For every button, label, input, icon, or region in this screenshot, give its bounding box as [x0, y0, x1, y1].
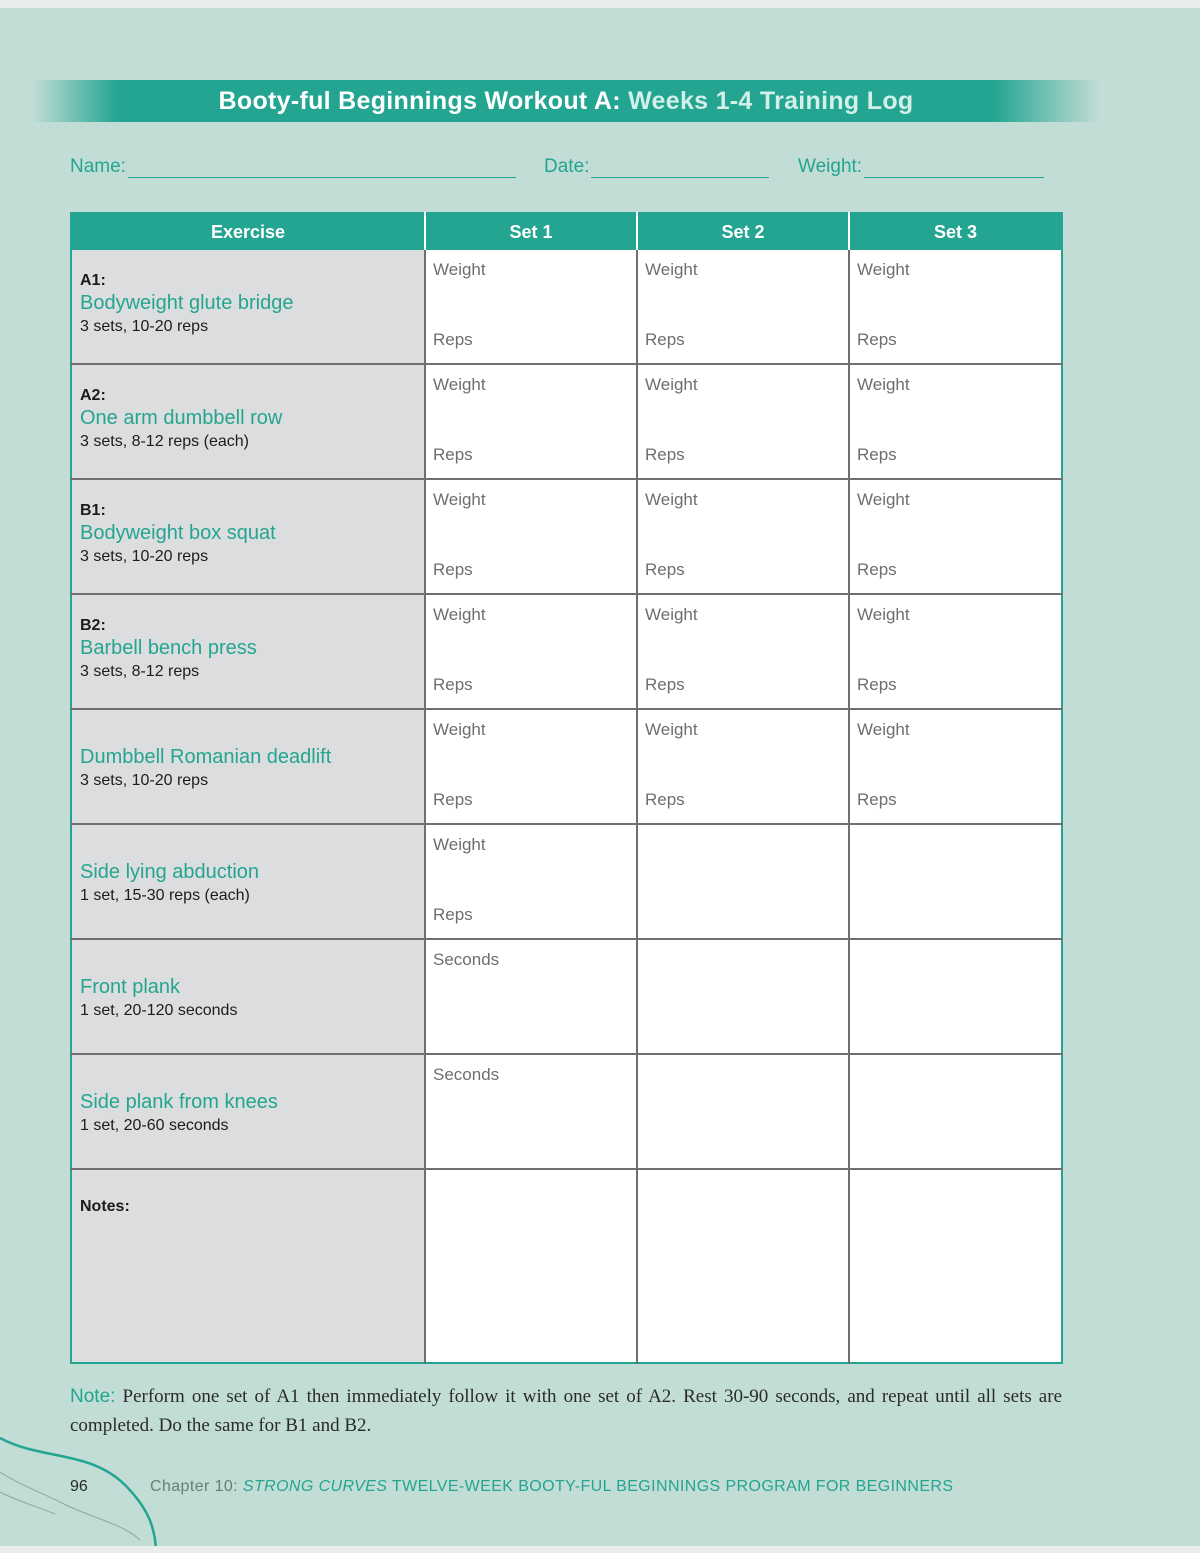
table-row	[71, 479, 1062, 594]
exercise-code: A2:	[80, 387, 106, 404]
weight-label: Weight	[645, 490, 698, 509]
exercise-name: Side lying abduction	[80, 861, 260, 883]
set-cell[interactable]	[637, 250, 849, 364]
weight-label: Weight	[433, 605, 486, 624]
exercise-prescription: 3 sets, 8-12 reps (each)	[80, 433, 249, 450]
set-cell[interactable]	[425, 250, 637, 364]
exercise-cell	[71, 594, 425, 709]
set-cell[interactable]	[637, 1054, 849, 1169]
reps-label: Reps	[645, 790, 685, 809]
weight-label: Weight	[857, 490, 910, 509]
reps-label: Reps	[857, 330, 897, 349]
reps-label: Reps	[645, 560, 685, 579]
exercise-name: Bodyweight glute bridge	[80, 292, 294, 314]
reps-label: Reps	[433, 905, 473, 924]
chapter-title: TWELVE-WEEK BOOTY-FUL BEGINNINGS PROGRAM FOR BEGINNERS	[391, 1478, 954, 1495]
set-cell[interactable]	[849, 250, 1062, 364]
footnote-label: Note:	[70, 1386, 116, 1407]
exercise-prescription: 1 set, 20-60 seconds	[80, 1117, 229, 1134]
reps-label: Reps	[645, 330, 685, 349]
exercise-code: B1:	[80, 502, 106, 519]
weight-label: Weight	[433, 720, 486, 739]
set-cell[interactable]	[849, 364, 1062, 479]
exercise-prescription: 3 sets, 10-20 reps	[80, 548, 209, 565]
page-bottom-edge	[0, 1546, 1200, 1553]
set-cell[interactable]	[849, 479, 1062, 594]
exercise-prescription: 3 sets, 8-12 reps	[80, 663, 200, 680]
exercise-cell	[71, 250, 425, 364]
exercise-cell	[71, 1054, 425, 1169]
seconds-label: Seconds	[433, 950, 500, 969]
chapter-running-footer	[150, 1478, 953, 1496]
exercise-cell	[71, 824, 425, 939]
exercise-code: B2:	[80, 617, 106, 634]
weight-label: Weight	[645, 720, 698, 739]
weight-label: Weight:	[798, 156, 863, 177]
reps-label: Reps	[433, 445, 473, 464]
name-label: Name:	[70, 156, 126, 177]
footnote-text: Perform one set of A1 then immediately follow it with one set of A2. Rest 30-90 seconds, and repeat until all sets are completed. Do the same for B1 and B2.	[70, 1386, 1063, 1436]
set-cell[interactable]	[425, 594, 637, 709]
set-cell[interactable]	[425, 364, 637, 479]
weight-label: Weight	[857, 605, 910, 624]
set-cell[interactable]	[637, 479, 849, 594]
set-cell[interactable]	[425, 939, 637, 1054]
weight-label: Weight	[433, 490, 486, 509]
exercise-cell	[71, 939, 425, 1054]
table-header-row	[71, 213, 1062, 250]
title-banner	[32, 80, 1100, 122]
notes-set-cell[interactable]	[425, 1169, 637, 1363]
exercise-name: Barbell bench press	[80, 637, 257, 659]
weight-label: Weight	[433, 835, 486, 854]
header-set-1: Set 1	[425, 213, 637, 250]
table-row	[71, 709, 1062, 824]
set-cell[interactable]	[425, 709, 637, 824]
weight-label: Weight	[857, 375, 910, 394]
set-cell[interactable]	[849, 709, 1062, 824]
seconds-label: Seconds	[433, 1065, 500, 1084]
exercise-cell	[71, 479, 425, 594]
set-cell[interactable]	[425, 824, 637, 939]
table-row	[71, 824, 1062, 939]
set-cell[interactable]	[425, 479, 637, 594]
weight-label: Weight	[433, 260, 486, 279]
notes-label: Notes:	[80, 1198, 130, 1215]
weight-label: Weight	[645, 260, 698, 279]
exercise-name: One arm dumbbell row	[80, 407, 283, 429]
reps-label: Reps	[857, 790, 897, 809]
notes-set-cell[interactable]	[637, 1169, 849, 1363]
reps-label: Reps	[433, 560, 473, 579]
weight-label: Weight	[857, 260, 910, 279]
reps-label: Reps	[645, 675, 685, 694]
name-blank-line[interactable]	[128, 157, 516, 178]
training-log-table	[70, 212, 1063, 1364]
exercise-prescription: 1 set, 15-30 reps (each)	[80, 887, 250, 904]
set-cell[interactable]	[425, 1054, 637, 1169]
exercise-cell	[71, 364, 425, 479]
exercise-prescription: 3 sets, 10-20 reps	[80, 772, 209, 789]
weight-label: Weight	[433, 375, 486, 394]
table-row	[71, 939, 1062, 1054]
weight-blank-line[interactable]	[864, 157, 1044, 178]
set-cell[interactable]	[637, 364, 849, 479]
exercise-name: Dumbbell Romanian deadlift	[80, 746, 332, 768]
chapter-prefix: Chapter 10:	[150, 1478, 239, 1495]
exercise-name: Side plank from knees	[80, 1091, 278, 1113]
footnote	[70, 1382, 1062, 1440]
table-row	[71, 1054, 1062, 1169]
reps-label: Reps	[645, 445, 685, 464]
page-title	[219, 87, 914, 116]
header-fields	[70, 156, 1060, 184]
notes-row	[71, 1169, 1062, 1363]
page-top-edge	[0, 0, 1200, 8]
exercise-code: A1:	[80, 272, 106, 289]
weight-label: Weight	[645, 375, 698, 394]
header-exercise: Exercise	[71, 213, 425, 250]
set-cell[interactable]	[849, 939, 1062, 1054]
header-set-2: Set 2	[637, 213, 849, 250]
set-cell[interactable]	[849, 824, 1062, 939]
set-cell[interactable]	[637, 594, 849, 709]
header-set-3: Set 3	[849, 213, 1062, 250]
title-light: Weeks 1-4 Training Log	[628, 86, 914, 115]
notes-cell[interactable]	[71, 1169, 425, 1363]
exercise-prescription: 1 set, 20-120 seconds	[80, 1002, 238, 1019]
set-cell[interactable]	[637, 824, 849, 939]
name-field[interactable]	[70, 156, 516, 178]
reps-label: Reps	[433, 675, 473, 694]
notes-set-cell[interactable]	[849, 1169, 1062, 1363]
exercise-name: Bodyweight box squat	[80, 522, 276, 544]
table-row	[71, 364, 1062, 479]
set-cell[interactable]	[637, 709, 849, 824]
reps-label: Reps	[857, 560, 897, 579]
exercise-name: Front plank	[80, 976, 181, 998]
exercise-cell	[71, 709, 425, 824]
weight-label: Weight	[857, 720, 910, 739]
reps-label: Reps	[857, 675, 897, 694]
reps-label: Reps	[433, 330, 473, 349]
page-number: 96	[70, 1478, 88, 1495]
table-row	[71, 250, 1062, 364]
set-cell[interactable]	[849, 594, 1062, 709]
chapter-book-title: STRONG CURVES	[242, 1478, 388, 1495]
date-blank-line[interactable]	[591, 157, 769, 178]
weight-field[interactable]	[798, 156, 1044, 178]
date-label: Date:	[544, 156, 590, 177]
set-cell[interactable]	[849, 1054, 1062, 1169]
reps-label: Reps	[857, 445, 897, 464]
title-bold: Booty-ful Beginnings Workout A:	[218, 86, 621, 115]
reps-label: Reps	[433, 790, 473, 809]
date-field[interactable]	[544, 156, 769, 178]
weight-label: Weight	[645, 605, 698, 624]
exercise-prescription: 3 sets, 10-20 reps	[80, 318, 209, 335]
table-row	[71, 594, 1062, 709]
set-cell[interactable]	[637, 939, 849, 1054]
